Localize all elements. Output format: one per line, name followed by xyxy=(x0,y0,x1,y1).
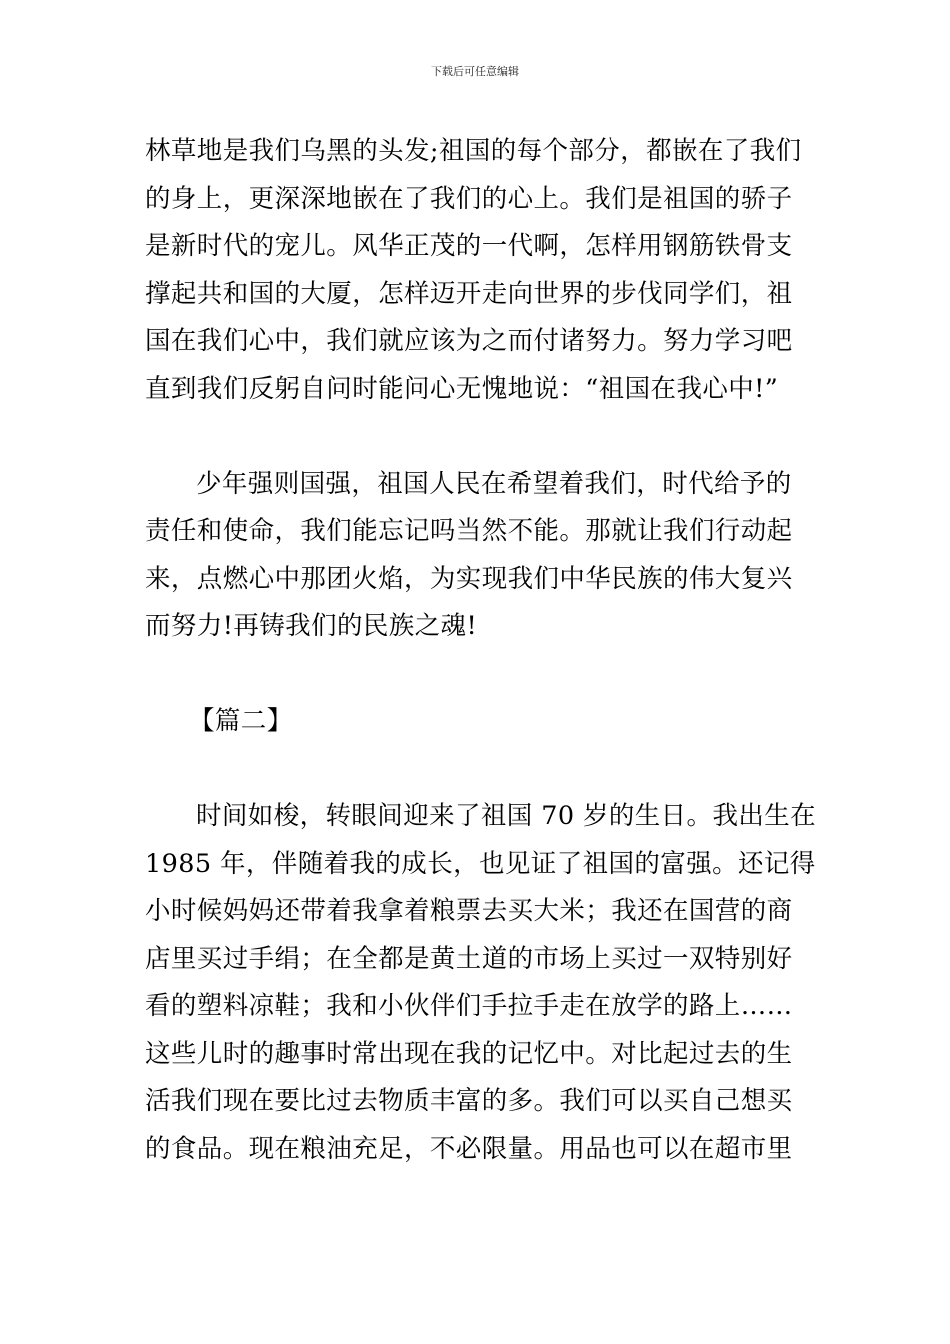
paragraph-line: 小时候妈妈还带着我拿着粮票去买大米；我还在国营的商 xyxy=(145,896,793,926)
section-heading: 【篇二】 xyxy=(189,706,293,736)
paragraph-line: 活我们现在要比过去物质丰富的多。我们可以买自己想买 xyxy=(145,1086,793,1116)
paragraph-line: 这些儿时的趣事时常出现在我的记忆中。对比起过去的生 xyxy=(145,1038,793,1069)
paragraph-2 xyxy=(145,461,810,651)
paragraph-spacer xyxy=(145,651,810,699)
paragraph-line: 国在我们心中，我们就应该为之而付诸努力。努力学习吧 xyxy=(145,326,793,356)
paragraph-spacer xyxy=(145,746,810,794)
paragraph-line: 撑起共和国的大厦，怎样迈开走向世界的步伐同学们，祖 xyxy=(145,278,793,309)
paragraph-1 xyxy=(145,128,810,413)
paragraph-line: 责任和使命，我们能忘记吗当然不能。那就让我们行动起 xyxy=(145,516,793,546)
paragraph-line: 看的塑料凉鞋；我和小伙伴们手拉手走在放学的路上…… xyxy=(145,991,793,1021)
paragraph-line: 是新时代的宠儿。风华正茂的一代啊，怎样用钢筋铁骨支 xyxy=(145,231,793,261)
paragraph-line: 1985 年，伴随着我的成长，也见证了祖国的富强。还记得 xyxy=(145,848,816,879)
paragraph-line: 少年强则国强，祖国人民在希望着我们，时代给予的 xyxy=(196,468,792,499)
paragraph-line: 而努力!再铸我们的民族之魂! xyxy=(145,611,478,641)
document-body xyxy=(145,128,817,1173)
paragraph-line: 来，点燃心中那团火焰，为实现我们中华民族的伟大复兴 xyxy=(145,563,793,594)
paragraph-line: 店里买过手绢；在全都是黄土道的市场上买过一双特别好 xyxy=(145,943,793,974)
paragraph-line: 直到我们反躬自问时能问心无愧地说：“祖国在我心中!” xyxy=(145,373,779,404)
paragraph-line: 的身上，更深深地嵌在了我们的心上。我们是祖国的骄子 xyxy=(145,183,793,214)
paragraph-line: 林草地是我们乌黑的头发;祖国的每个部分，都嵌在了我们 xyxy=(145,136,802,166)
paragraph-spacer xyxy=(145,413,810,461)
paragraph-3 xyxy=(145,793,817,1173)
paragraph-line: 时间如梭，转眼间迎来了祖国 70 岁的生日。我出生在 xyxy=(196,801,817,831)
page-header: 下载后可任意编辑 xyxy=(431,65,519,78)
paragraph-line: 的食品。现在粮油充足，不必限量。用品也可以在超市里 xyxy=(145,1133,793,1164)
